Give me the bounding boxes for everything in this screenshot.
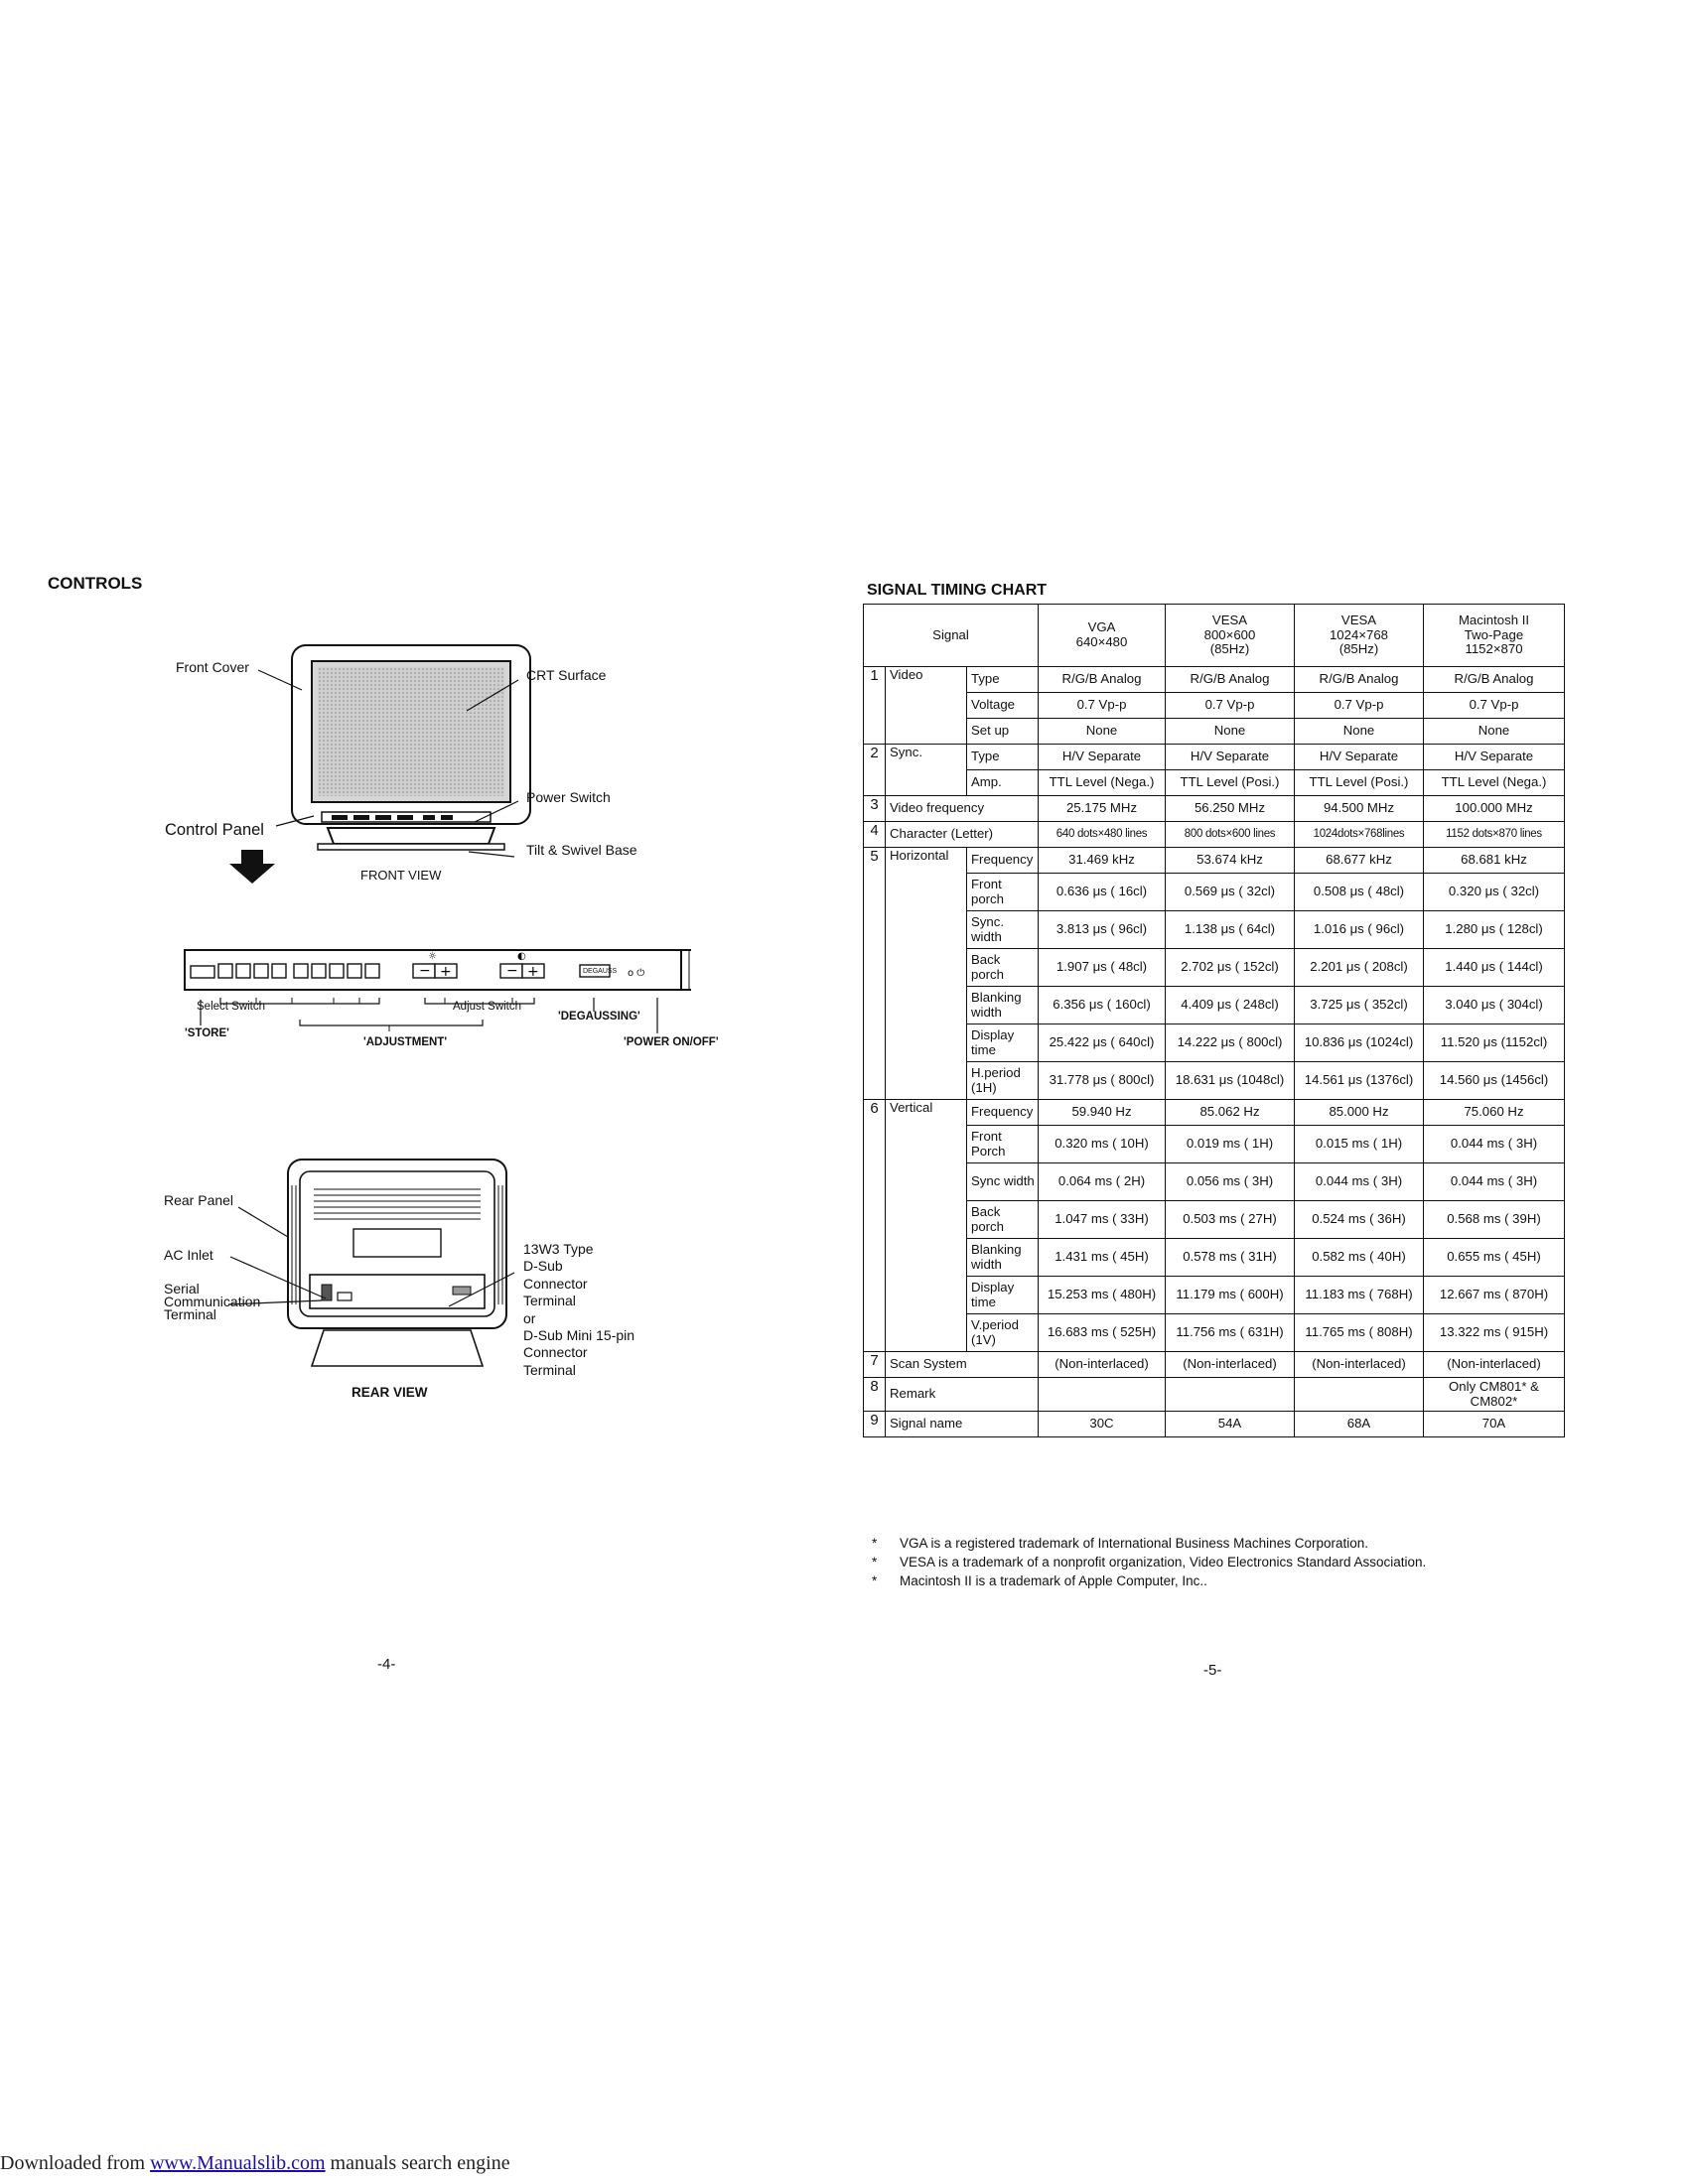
ac-inlet-label: AC Inlet xyxy=(164,1247,213,1263)
select-switch-label: Select Switch xyxy=(197,1001,266,1013)
value-cell: 0.508 μs ( 48cl) xyxy=(1295,874,1424,911)
value-cell: 0.019 ms ( 1H) xyxy=(1166,1126,1295,1163)
value-cell: 1.047 ms ( 33H) xyxy=(1039,1201,1166,1239)
value-cell: 1.440 μs ( 144cl) xyxy=(1424,949,1565,987)
value-cell: 0.578 ms ( 31H) xyxy=(1166,1239,1295,1277)
value-cell: 15.253 ms ( 480H) xyxy=(1039,1277,1166,1314)
value-cell: TTL Level (Posi.) xyxy=(1295,770,1424,796)
row-sub-label: Frequency xyxy=(967,1100,1039,1126)
value-cell: None xyxy=(1039,719,1166,745)
adjust-switch-label: Adjust Switch xyxy=(453,1001,522,1013)
row-number: 3 xyxy=(864,796,886,822)
value-cell: H/V Separate xyxy=(1424,745,1565,770)
table-row xyxy=(864,667,1565,693)
value-cell: 0.044 ms ( 3H) xyxy=(1424,1126,1565,1163)
row-group-label: Video xyxy=(886,667,967,745)
value-cell: R/G/B Analog xyxy=(1424,667,1565,693)
row-sub-label: Blanking width xyxy=(967,1239,1039,1277)
row-sub-label: Back porch xyxy=(967,1201,1039,1239)
value-cell: 14.560 μs (1456cl) xyxy=(1424,1062,1565,1100)
value-cell: 11.520 μs (1152cl) xyxy=(1424,1024,1565,1062)
row-number: 6 xyxy=(864,1100,886,1352)
value-cell: 70A xyxy=(1424,1412,1565,1437)
value-cell: 0.044 ms ( 3H) xyxy=(1424,1163,1565,1201)
row-group-label: Video frequency xyxy=(886,796,1039,822)
value-cell: 0.7 Vp-p xyxy=(1039,693,1166,719)
table-row xyxy=(864,719,1565,745)
value-cell: 0.636 μs ( 16cl) xyxy=(1039,874,1166,911)
front-cover-label: Front Cover xyxy=(176,659,249,675)
row-sub-label: Sync. width xyxy=(967,911,1039,949)
value-cell: R/G/B Analog xyxy=(1295,667,1424,693)
value-cell: 53.674 kHz xyxy=(1166,848,1295,874)
table-row xyxy=(864,874,1565,911)
table-row xyxy=(864,1201,1565,1239)
svg-text:◐: ◐ xyxy=(517,951,526,962)
value-cell: R/G/B Analog xyxy=(1039,667,1166,693)
value-cell: H/V Separate xyxy=(1166,745,1295,770)
value-cell: 25.175 MHz xyxy=(1039,796,1166,822)
value-cell: 31.469 kHz xyxy=(1039,848,1166,874)
value-cell: 12.667 ms ( 870H) xyxy=(1424,1277,1565,1314)
page-number-right: -5- xyxy=(1203,1662,1222,1679)
value-cell: 2.702 μs ( 152cl) xyxy=(1166,949,1295,987)
value-cell: (Non-interlaced) xyxy=(1166,1352,1295,1378)
column-header xyxy=(1424,605,1565,667)
row-group-label: Signal name xyxy=(886,1412,1039,1437)
value-cell: 1.138 μs ( 64cl) xyxy=(1166,911,1295,949)
value-cell: 1152 dots×870 lines xyxy=(1424,822,1565,848)
value-cell: 0.044 ms ( 3H) xyxy=(1295,1163,1424,1201)
row-sub-label: Frequency xyxy=(967,848,1039,874)
row-group-label: Sync. xyxy=(886,745,967,796)
table-row xyxy=(864,796,1565,822)
value-cell: R/G/B Analog xyxy=(1166,667,1295,693)
column-header xyxy=(1166,605,1295,667)
value-cell: 85.062 Hz xyxy=(1166,1100,1295,1126)
footnotes xyxy=(872,1534,1426,1590)
down-arrow-icon xyxy=(227,850,277,886)
row-sub-label: Front Porch xyxy=(967,1126,1039,1163)
table-row xyxy=(864,1314,1565,1352)
value-cell: 68A xyxy=(1295,1412,1424,1437)
column-header xyxy=(1295,605,1424,667)
controls-heading: CONTROLS xyxy=(48,574,143,593)
table-row xyxy=(864,1024,1565,1062)
table-row xyxy=(864,949,1565,987)
column-header-line: Two-Page xyxy=(1464,626,1524,642)
row-number: 9 xyxy=(864,1412,886,1437)
value-cell: (Non-interlaced) xyxy=(1295,1352,1424,1378)
row-sub-label: Type xyxy=(967,667,1039,693)
column-header-line: 640×480 xyxy=(1075,634,1128,649)
row-sub-label: Front porch xyxy=(967,874,1039,911)
value-cell: 100.000 MHz xyxy=(1424,796,1565,822)
serial-terminal-label: Serial Communication Terminal xyxy=(164,1281,261,1322)
row-group-label: Horizontal xyxy=(886,848,967,1100)
value-cell: 31.778 μs ( 800cl) xyxy=(1039,1062,1166,1100)
row-number: 7 xyxy=(864,1352,886,1378)
footnote-vesa: * VESA is a trademark of a nonprofit organization, Video Electronics Standard Association. xyxy=(872,1555,1427,1570)
value-cell: 11.765 ms ( 808H) xyxy=(1295,1314,1424,1352)
value-cell: 68.677 kHz xyxy=(1295,848,1424,874)
row-group-label: Vertical xyxy=(886,1100,967,1352)
value-cell: 11.179 ms ( 600H) xyxy=(1166,1277,1295,1314)
value-cell xyxy=(1166,1378,1295,1412)
column-header-line: (85Hz) xyxy=(1209,641,1250,657)
value-cell: 1.431 ms ( 45H) xyxy=(1039,1239,1166,1277)
value-cell: 10.836 μs (1024cl) xyxy=(1295,1024,1424,1062)
table-row xyxy=(864,770,1565,796)
value-cell: 0.655 ms ( 45H) xyxy=(1424,1239,1565,1277)
value-cell: 56.250 MHz xyxy=(1166,796,1295,822)
degaussing-label: 'DEGAUSSING' xyxy=(558,1011,640,1023)
signal-timing-table xyxy=(863,604,1565,1437)
table-row xyxy=(864,1126,1565,1163)
connector-terminal-label: 13W3 Type D-Sub Connector Terminal or D-Sub Mini 15-pin Connector Terminal xyxy=(523,1241,635,1378)
table-row xyxy=(864,745,1565,770)
column-header-line: 1024×768 xyxy=(1329,626,1389,642)
value-cell: (Non-interlaced) xyxy=(1039,1352,1166,1378)
table-row xyxy=(864,911,1565,949)
column-header-line: Macintosh II xyxy=(1458,613,1530,628)
value-cell: None xyxy=(1295,719,1424,745)
column-header xyxy=(1039,605,1166,667)
rear-panel-label: Rear Panel xyxy=(164,1192,234,1208)
table-row xyxy=(864,693,1565,719)
row-sub-label: Display time xyxy=(967,1024,1039,1062)
page-number-left: -4- xyxy=(377,1656,396,1673)
row-group-label: Remark xyxy=(886,1378,1039,1412)
value-cell: 68.681 kHz xyxy=(1424,848,1565,874)
value-cell: 0.320 μs ( 32cl) xyxy=(1424,874,1565,911)
value-cell: 1.280 μs ( 128cl) xyxy=(1424,911,1565,949)
svg-text:o ⏻: o ⏻ xyxy=(628,968,645,979)
rear-view-caption: REAR VIEW xyxy=(352,1385,428,1400)
value-cell: 0.582 ms ( 40H) xyxy=(1295,1239,1424,1277)
row-number: 1 xyxy=(864,667,886,745)
table-row xyxy=(864,1239,1565,1277)
table-row xyxy=(864,1352,1565,1378)
value-cell: 0.568 ms ( 39H) xyxy=(1424,1201,1565,1239)
value-cell: 0.015 ms ( 1H) xyxy=(1295,1126,1424,1163)
column-header-line: VESA xyxy=(1340,613,1377,628)
value-cell: 3.813 μs ( 96cl) xyxy=(1039,911,1166,949)
table-row xyxy=(864,1100,1565,1126)
table-row xyxy=(864,848,1565,874)
row-sub-label: Back porch xyxy=(967,949,1039,987)
row-sub-label: Type xyxy=(967,745,1039,770)
value-cell: None xyxy=(1424,719,1565,745)
value-cell: 94.500 MHz xyxy=(1295,796,1424,822)
footer-prefix: Downloaded from xyxy=(0,2152,151,2174)
row-sub-label: V.period (1V) xyxy=(967,1314,1039,1352)
column-header-line: VESA xyxy=(1211,613,1248,628)
row-sub-label: Voltage xyxy=(967,693,1039,719)
table-row xyxy=(864,822,1565,848)
value-cell: 1024dots×768lines xyxy=(1295,822,1424,848)
footnote-vga: * VGA is a registered trademark of International Business Machines Corporation. xyxy=(872,1536,1368,1551)
row-sub-label: Amp. xyxy=(967,770,1039,796)
value-cell: None xyxy=(1166,719,1295,745)
column-header-line: VGA xyxy=(1087,619,1116,635)
table-row xyxy=(864,1378,1565,1412)
value-cell xyxy=(1295,1378,1424,1412)
value-cell: 0.7 Vp-p xyxy=(1295,693,1424,719)
table-row xyxy=(864,1163,1565,1201)
value-cell: 14.561 μs (1376cl) xyxy=(1295,1062,1424,1100)
table-header-row xyxy=(864,605,1565,667)
control-panel-label: Control Panel xyxy=(165,821,264,839)
degauss-button-label: DEGAUSS xyxy=(583,968,618,975)
table-row xyxy=(864,987,1565,1024)
value-cell: 18.631 μs (1048cl) xyxy=(1166,1062,1295,1100)
value-cell: 3.040 μs ( 304cl) xyxy=(1424,987,1565,1024)
signal-timing-heading: SIGNAL TIMING CHART xyxy=(867,582,1048,599)
row-number: 4 xyxy=(864,822,886,848)
value-cell: 75.060 Hz xyxy=(1424,1100,1565,1126)
value-cell: 640 dots×480 lines xyxy=(1039,822,1166,848)
row-number: 2 xyxy=(864,745,886,796)
value-cell: 59.940 Hz xyxy=(1039,1100,1166,1126)
footer-suffix: manuals search engine xyxy=(325,2152,510,2174)
svg-text:+: + xyxy=(527,964,539,980)
row-sub-label: H.period (1H) xyxy=(967,1062,1039,1100)
table-row xyxy=(864,1277,1565,1314)
row-number: 8 xyxy=(864,1378,886,1412)
value-cell: 0.524 ms ( 36H) xyxy=(1295,1201,1424,1239)
column-header-line: 1152×870 xyxy=(1465,641,1523,657)
svg-text:−: − xyxy=(506,963,518,979)
value-cell: TTL Level (Posi.) xyxy=(1166,770,1295,796)
row-group-label: Scan System xyxy=(886,1352,1039,1378)
row-group-label: Character (Letter) xyxy=(886,822,1039,848)
front-view-caption: FRONT VIEW xyxy=(360,868,442,883)
row-sub-label: Blanking width xyxy=(967,987,1039,1024)
value-cell: 25.422 μs ( 640cl) xyxy=(1039,1024,1166,1062)
value-cell: 3.725 μs ( 352cl) xyxy=(1295,987,1424,1024)
value-cell: 0.503 ms ( 27H) xyxy=(1166,1201,1295,1239)
value-cell: 14.222 μs ( 800cl) xyxy=(1166,1024,1295,1062)
value-cell: TTL Level (Nega.) xyxy=(1424,770,1565,796)
value-cell: H/V Separate xyxy=(1295,745,1424,770)
column-header-line: 800×600 xyxy=(1203,626,1256,642)
row-sub-label: Display time xyxy=(967,1277,1039,1314)
row-sub-label: Sync width xyxy=(967,1163,1039,1201)
download-footer xyxy=(0,2152,510,2175)
value-cell: 6.356 μs ( 160cl) xyxy=(1039,987,1166,1024)
value-cell: H/V Separate xyxy=(1039,745,1166,770)
value-cell: 1.016 μs ( 96cl) xyxy=(1295,911,1424,949)
value-cell: 800 dots×600 lines xyxy=(1166,822,1295,848)
value-cell: Only CM801* & CM802* xyxy=(1424,1378,1565,1412)
table-row xyxy=(864,1062,1565,1100)
value-cell xyxy=(1039,1378,1166,1412)
value-cell: 0.064 ms ( 2H) xyxy=(1039,1163,1166,1201)
column-header-line: (85Hz) xyxy=(1338,641,1379,657)
row-number: 5 xyxy=(864,848,886,1100)
value-cell: (Non-interlaced) xyxy=(1424,1352,1565,1378)
value-cell: 13.322 ms ( 915H) xyxy=(1424,1314,1565,1352)
value-cell: 0.569 μs ( 32cl) xyxy=(1166,874,1295,911)
tilt-swivel-label: Tilt & Swivel Base xyxy=(526,842,637,858)
value-cell: 54A xyxy=(1166,1412,1295,1437)
svg-text:+: + xyxy=(440,964,452,980)
value-cell: 0.7 Vp-p xyxy=(1166,693,1295,719)
value-cell: TTL Level (Nega.) xyxy=(1039,770,1166,796)
value-cell: 0.7 Vp-p xyxy=(1424,693,1565,719)
svg-text:☼: ☼ xyxy=(428,951,437,962)
signal-header-cell: Signal xyxy=(864,605,1039,667)
value-cell: 85.000 Hz xyxy=(1295,1100,1424,1126)
value-cell: 30C xyxy=(1039,1412,1166,1437)
value-cell: 0.320 ms ( 10H) xyxy=(1039,1126,1166,1163)
value-cell: 11.183 ms ( 768H) xyxy=(1295,1277,1424,1314)
value-cell: 16.683 ms ( 525H) xyxy=(1039,1314,1166,1352)
value-cell: 0.056 ms ( 3H) xyxy=(1166,1163,1295,1201)
svg-text:−: − xyxy=(419,963,431,979)
adjustment-label: 'ADJUSTMENT' xyxy=(363,1036,448,1048)
power-on-off-label: 'POWER ON/OFF' xyxy=(624,1036,719,1048)
power-switch-label: Power Switch xyxy=(526,789,611,805)
value-cell: 11.756 ms ( 631H) xyxy=(1166,1314,1295,1352)
manualslib-link[interactable]: www.Manualslib.com xyxy=(150,2152,326,2174)
table-row xyxy=(864,1412,1565,1437)
store-label: 'STORE' xyxy=(185,1027,229,1039)
footnote-macintosh: * Macintosh II is a trademark of Apple Computer, Inc.. xyxy=(872,1573,1207,1588)
crt-surface-label: CRT Surface xyxy=(526,667,607,683)
value-cell: 2.201 μs ( 208cl) xyxy=(1295,949,1424,987)
value-cell: 1.907 μs ( 48cl) xyxy=(1039,949,1166,987)
row-sub-label: Set up xyxy=(967,719,1039,745)
value-cell: 4.409 μs ( 248cl) xyxy=(1166,987,1295,1024)
